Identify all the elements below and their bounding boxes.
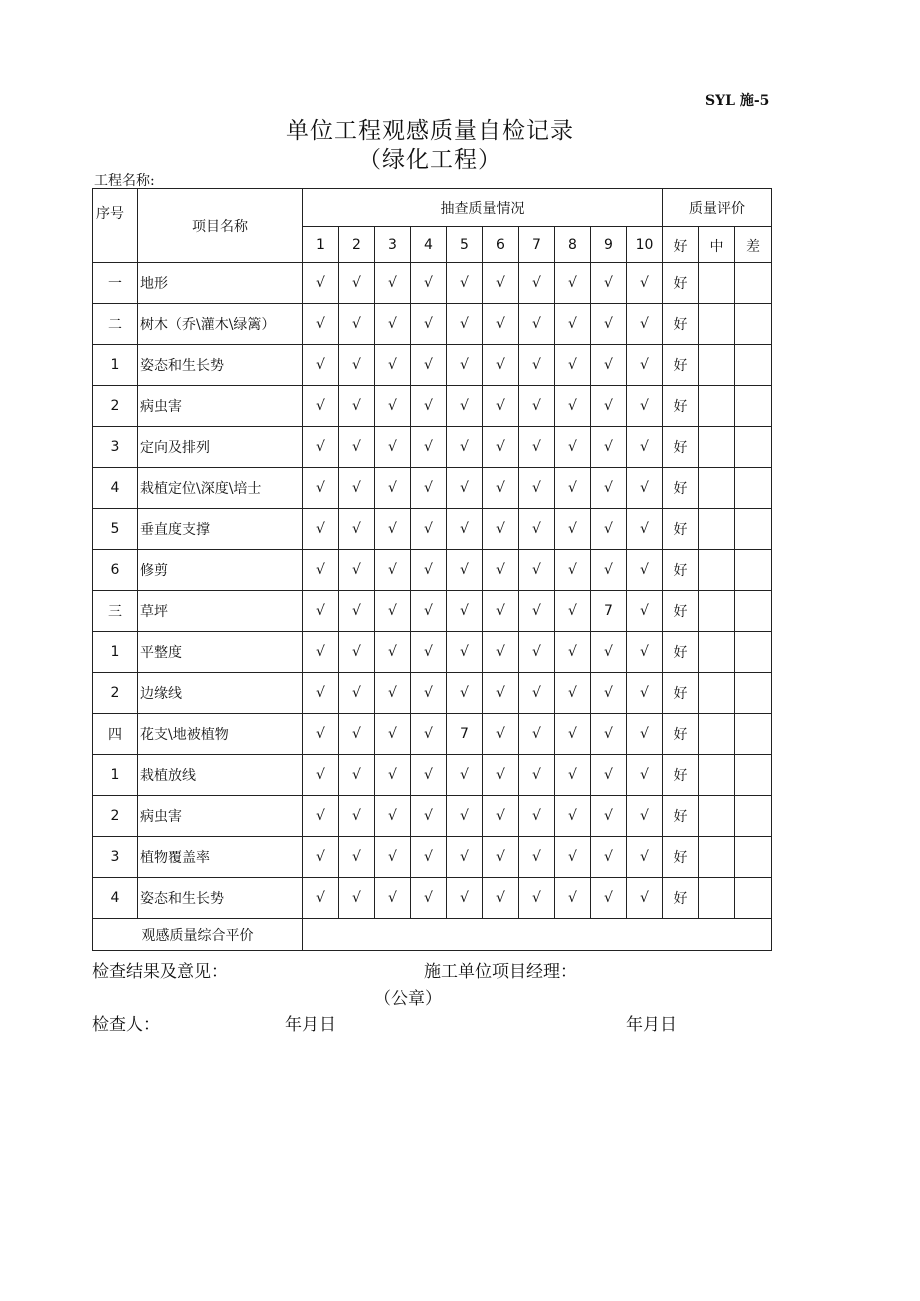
- check-mark: √: [339, 427, 375, 468]
- check-mark: √: [483, 632, 519, 673]
- row-rating-medium: [699, 755, 735, 796]
- header-rating: 质量评价: [663, 189, 772, 227]
- check-mark: √: [339, 878, 375, 919]
- row-seq: 3: [93, 837, 138, 878]
- check-mark: √: [519, 550, 555, 591]
- result-label: 检查结果及意见：: [92, 962, 228, 982]
- check-mark: √: [411, 878, 447, 919]
- check-mark: √: [447, 345, 483, 386]
- check-mark: √: [411, 386, 447, 427]
- check-mark: √: [339, 550, 375, 591]
- check-mark: √: [303, 878, 339, 919]
- row-rating-good: 好: [663, 755, 699, 796]
- check-mark: √: [303, 263, 339, 304]
- check-mark: √: [447, 796, 483, 837]
- row-item-name: 树木（乔\灌木\绿篱）: [138, 304, 303, 345]
- check-mark: √: [519, 796, 555, 837]
- check-mark: √: [339, 673, 375, 714]
- check-mark: √: [375, 714, 411, 755]
- row-seq: 四: [93, 714, 138, 755]
- check-mark: √: [339, 509, 375, 550]
- sample-col-header: 7: [519, 227, 555, 263]
- check-mark: √: [303, 632, 339, 673]
- row-rating-medium: [699, 632, 735, 673]
- row-rating-poor: [735, 796, 772, 837]
- check-mark: √: [447, 755, 483, 796]
- check-mark: √: [591, 837, 627, 878]
- form-code: SYL 施-5: [705, 93, 770, 109]
- check-mark: √: [555, 632, 591, 673]
- header-seq: 序号: [93, 189, 138, 263]
- row-item-name: 病虫害: [138, 386, 303, 427]
- row-rating-poor: [735, 263, 772, 304]
- check-mark: √: [447, 878, 483, 919]
- sample-col-header: 4: [411, 227, 447, 263]
- check-mark: √: [375, 304, 411, 345]
- check-mark: √: [483, 878, 519, 919]
- table-row: [93, 796, 772, 837]
- check-mark: √: [627, 837, 663, 878]
- page-subtitle: （绿化工程）: [358, 147, 502, 173]
- row-rating-poor: [735, 591, 772, 632]
- row-rating-good: 好: [663, 714, 699, 755]
- check-mark: √: [627, 591, 663, 632]
- check-mark: √: [411, 591, 447, 632]
- header-item: 项目名称: [138, 189, 303, 263]
- check-mark: √: [339, 837, 375, 878]
- check-mark: √: [303, 673, 339, 714]
- check-mark: √: [375, 345, 411, 386]
- check-mark: √: [483, 427, 519, 468]
- check-mark: √: [411, 837, 447, 878]
- check-mark: √: [627, 509, 663, 550]
- check-mark: √: [519, 714, 555, 755]
- row-rating-poor: [735, 345, 772, 386]
- check-mark: √: [591, 263, 627, 304]
- manager-date: 年月日: [626, 1015, 677, 1035]
- row-seq: 2: [93, 796, 138, 837]
- row-item-name: 垂直度支撑: [138, 509, 303, 550]
- row-rating-good: 好: [663, 468, 699, 509]
- check-mark: √: [483, 673, 519, 714]
- row-rating-good: 好: [663, 591, 699, 632]
- row-seq: 三: [93, 591, 138, 632]
- check-mark: √: [375, 386, 411, 427]
- row-rating-medium: [699, 427, 735, 468]
- row-rating-medium: [699, 878, 735, 919]
- check-mark: √: [555, 468, 591, 509]
- check-mark: √: [627, 386, 663, 427]
- check-mark: √: [411, 427, 447, 468]
- check-mark: √: [303, 755, 339, 796]
- check-mark: √: [483, 263, 519, 304]
- check-mark: √: [483, 714, 519, 755]
- table-row: [93, 427, 772, 468]
- check-mark: √: [519, 427, 555, 468]
- check-mark: √: [555, 550, 591, 591]
- row-seq: 1: [93, 632, 138, 673]
- check-mark: √: [303, 386, 339, 427]
- table-row: [93, 878, 772, 919]
- table-row: [93, 837, 772, 878]
- manager-label: 施工单位项目经理：: [424, 962, 577, 982]
- row-item-name: 修剪: [138, 550, 303, 591]
- check-mark: √: [447, 632, 483, 673]
- check-mark: √: [627, 632, 663, 673]
- row-rating-medium: [699, 714, 735, 755]
- row-rating-poor: [735, 714, 772, 755]
- row-rating-poor: [735, 755, 772, 796]
- row-seq: 1: [93, 755, 138, 796]
- table-row: [93, 386, 772, 427]
- row-item-name: 姿态和生长势: [138, 345, 303, 386]
- check-mark: √: [483, 796, 519, 837]
- check-mark: √: [303, 796, 339, 837]
- check-mark: √: [555, 386, 591, 427]
- check-mark: √: [411, 755, 447, 796]
- inspection-table: [92, 188, 772, 951]
- check-mark: √: [627, 878, 663, 919]
- check-mark: √: [411, 796, 447, 837]
- check-mark: √: [303, 468, 339, 509]
- check-mark: √: [483, 345, 519, 386]
- table-row: [93, 304, 772, 345]
- check-mark: √: [555, 427, 591, 468]
- check-mark: √: [519, 632, 555, 673]
- row-rating-medium: [699, 509, 735, 550]
- row-rating-good: 好: [663, 796, 699, 837]
- check-mark: √: [303, 304, 339, 345]
- table-row: [93, 714, 772, 755]
- row-seq: 4: [93, 878, 138, 919]
- check-mark: √: [627, 304, 663, 345]
- row-seq: 3: [93, 427, 138, 468]
- check-mark: √: [591, 714, 627, 755]
- row-seq: 4: [93, 468, 138, 509]
- row-item-name: 地形: [138, 263, 303, 304]
- check-mark: √: [627, 345, 663, 386]
- check-mark: √: [375, 796, 411, 837]
- row-item-name: 定向及排列: [138, 427, 303, 468]
- check-mark: √: [627, 427, 663, 468]
- check-mark: √: [591, 427, 627, 468]
- check-mark: √: [447, 263, 483, 304]
- check-mark: √: [555, 263, 591, 304]
- check-mark: √: [555, 673, 591, 714]
- check-mark: √: [411, 345, 447, 386]
- check-mark: √: [303, 591, 339, 632]
- check-mark: √: [591, 550, 627, 591]
- check-mark: √: [447, 591, 483, 632]
- row-seq: 5: [93, 509, 138, 550]
- grade-header: 差: [735, 227, 772, 263]
- row-seq: 一: [93, 263, 138, 304]
- check-mark: √: [519, 591, 555, 632]
- row-rating-medium: [699, 673, 735, 714]
- row-rating-medium: [699, 304, 735, 345]
- check-mark: √: [519, 386, 555, 427]
- row-rating-good: 好: [663, 263, 699, 304]
- inspector-label: 检查人：: [92, 1015, 160, 1035]
- check-mark: √: [375, 837, 411, 878]
- check-mark: √: [555, 304, 591, 345]
- row-rating-good: 好: [663, 673, 699, 714]
- table-row: [93, 632, 772, 673]
- row-rating-medium: [699, 591, 735, 632]
- check-mark: √: [375, 878, 411, 919]
- check-mark: √: [519, 509, 555, 550]
- row-rating-poor: [735, 632, 772, 673]
- row-rating-poor: [735, 878, 772, 919]
- check-mark: √: [555, 509, 591, 550]
- check-mark: √: [591, 468, 627, 509]
- check-mark: √: [519, 755, 555, 796]
- check-mark: √: [447, 427, 483, 468]
- check-mark: √: [519, 878, 555, 919]
- check-mark: √: [411, 673, 447, 714]
- table-row: [93, 673, 772, 714]
- row-item-name: 草坪: [138, 591, 303, 632]
- row-rating-good: 好: [663, 427, 699, 468]
- check-mark: √: [483, 550, 519, 591]
- row-rating-poor: [735, 550, 772, 591]
- check-mark: √: [375, 550, 411, 591]
- row-rating-poor: [735, 386, 772, 427]
- check-mark: √: [447, 837, 483, 878]
- row-rating-good: 好: [663, 837, 699, 878]
- check-mark: √: [555, 755, 591, 796]
- sample-col-header: 3: [375, 227, 411, 263]
- row-rating-good: 好: [663, 509, 699, 550]
- row-rating-good: 好: [663, 304, 699, 345]
- check-mark: √: [591, 345, 627, 386]
- table-row: [93, 509, 772, 550]
- row-item-name: 栽植放线: [138, 755, 303, 796]
- table-row: [93, 468, 772, 509]
- check-mark: √: [411, 714, 447, 755]
- row-item-name: 植物覆盖率: [138, 837, 303, 878]
- check-mark: √: [591, 386, 627, 427]
- sample-col-header: 10: [627, 227, 663, 263]
- check-mark: √: [627, 673, 663, 714]
- check-mark: √: [339, 386, 375, 427]
- sample-col-header: 8: [555, 227, 591, 263]
- check-mark: √: [591, 632, 627, 673]
- check-mark: √: [591, 755, 627, 796]
- check-mark: √: [555, 345, 591, 386]
- summary-value: [303, 919, 772, 951]
- summary-label: 观感质量综合平价: [93, 919, 303, 951]
- row-rating-medium: [699, 837, 735, 878]
- row-seq: 1: [93, 345, 138, 386]
- table-row: [93, 263, 772, 304]
- row-item-name: 平整度: [138, 632, 303, 673]
- check-mark: √: [591, 878, 627, 919]
- check-mark: √: [375, 263, 411, 304]
- row-item-name: 病虫害: [138, 796, 303, 837]
- check-mark: √: [519, 468, 555, 509]
- table-row: [93, 591, 772, 632]
- row-rating-medium: [699, 468, 735, 509]
- check-mark: √: [555, 878, 591, 919]
- check-mark: √: [339, 632, 375, 673]
- row-rating-good: 好: [663, 345, 699, 386]
- sample-col-header: 2: [339, 227, 375, 263]
- table-row: [93, 755, 772, 796]
- check-mark: √: [375, 591, 411, 632]
- check-mark: √: [483, 304, 519, 345]
- check-mark: √: [339, 591, 375, 632]
- check-mark: √: [411, 468, 447, 509]
- row-rating-medium: [699, 345, 735, 386]
- header-sampling: 抽查质量情况: [303, 189, 663, 227]
- sample-col-header: 5: [447, 227, 483, 263]
- check-mark: √: [375, 427, 411, 468]
- check-mark: √: [375, 632, 411, 673]
- grade-header: 中: [699, 227, 735, 263]
- check-mark: √: [519, 673, 555, 714]
- row-rating-poor: [735, 304, 772, 345]
- check-mark: √: [483, 386, 519, 427]
- row-rating-good: 好: [663, 632, 699, 673]
- check-mark: √: [555, 837, 591, 878]
- check-mark: √: [411, 550, 447, 591]
- row-seq: 6: [93, 550, 138, 591]
- check-mark: √: [591, 673, 627, 714]
- check-mark: √: [339, 755, 375, 796]
- check-mark: √: [303, 427, 339, 468]
- check-mark: √: [627, 714, 663, 755]
- check-mark: √: [627, 755, 663, 796]
- check-mark: √: [447, 304, 483, 345]
- check-mark: √: [483, 591, 519, 632]
- check-mark: √: [303, 550, 339, 591]
- check-mark: √: [339, 345, 375, 386]
- check-mark: √: [339, 263, 375, 304]
- check-mark: √: [303, 345, 339, 386]
- row-rating-poor: [735, 837, 772, 878]
- sample-col-header: 9: [591, 227, 627, 263]
- check-mark: 7: [447, 714, 483, 755]
- check-mark: √: [447, 386, 483, 427]
- page-title: 单位工程观感质量自检记录: [286, 118, 574, 144]
- row-item-name: 姿态和生长势: [138, 878, 303, 919]
- check-mark: √: [483, 468, 519, 509]
- check-mark: √: [411, 304, 447, 345]
- row-rating-medium: [699, 263, 735, 304]
- check-mark: √: [627, 468, 663, 509]
- check-mark: √: [339, 468, 375, 509]
- seal-label: （公章）: [374, 989, 442, 1009]
- check-mark: √: [519, 345, 555, 386]
- check-mark: √: [483, 837, 519, 878]
- summary-row: [93, 919, 772, 951]
- sample-col-header: 6: [483, 227, 519, 263]
- check-mark: √: [375, 673, 411, 714]
- check-mark: √: [447, 468, 483, 509]
- check-mark: √: [411, 263, 447, 304]
- check-mark: √: [483, 755, 519, 796]
- row-seq: 二: [93, 304, 138, 345]
- row-rating-poor: [735, 673, 772, 714]
- check-mark: √: [447, 550, 483, 591]
- table-row: [93, 345, 772, 386]
- check-mark: √: [411, 632, 447, 673]
- row-item-name: 栽植定位\深度\培士: [138, 468, 303, 509]
- check-mark: √: [375, 755, 411, 796]
- row-rating-medium: [699, 796, 735, 837]
- sample-col-header: 1: [303, 227, 339, 263]
- check-mark: 7: [591, 591, 627, 632]
- inspector-date: 年月日: [285, 1015, 336, 1035]
- check-mark: √: [375, 468, 411, 509]
- check-mark: √: [591, 509, 627, 550]
- check-mark: √: [627, 263, 663, 304]
- row-seq: 2: [93, 673, 138, 714]
- check-mark: √: [591, 304, 627, 345]
- row-rating-poor: [735, 427, 772, 468]
- check-mark: √: [303, 509, 339, 550]
- check-mark: √: [555, 714, 591, 755]
- check-mark: √: [303, 714, 339, 755]
- check-mark: √: [303, 837, 339, 878]
- row-item-name: 边缘线: [138, 673, 303, 714]
- row-rating-good: 好: [663, 550, 699, 591]
- row-seq: 2: [93, 386, 138, 427]
- check-mark: √: [447, 673, 483, 714]
- row-rating-good: 好: [663, 386, 699, 427]
- row-rating-medium: [699, 386, 735, 427]
- table-row: [93, 550, 772, 591]
- check-mark: √: [555, 796, 591, 837]
- check-mark: √: [339, 304, 375, 345]
- check-mark: √: [555, 591, 591, 632]
- check-mark: √: [591, 796, 627, 837]
- check-mark: √: [483, 509, 519, 550]
- grade-header: 好: [663, 227, 699, 263]
- check-mark: √: [447, 509, 483, 550]
- row-rating-poor: [735, 509, 772, 550]
- check-mark: √: [339, 796, 375, 837]
- project-name-label: 工程名称:: [94, 173, 155, 189]
- row-rating-poor: [735, 468, 772, 509]
- check-mark: √: [519, 837, 555, 878]
- check-mark: √: [339, 714, 375, 755]
- row-rating-good: 好: [663, 878, 699, 919]
- check-mark: √: [627, 796, 663, 837]
- check-mark: √: [519, 304, 555, 345]
- check-mark: √: [627, 550, 663, 591]
- check-mark: √: [519, 263, 555, 304]
- row-rating-medium: [699, 550, 735, 591]
- check-mark: √: [375, 509, 411, 550]
- check-mark: √: [411, 509, 447, 550]
- row-item-name: 花支\地被植物: [138, 714, 303, 755]
